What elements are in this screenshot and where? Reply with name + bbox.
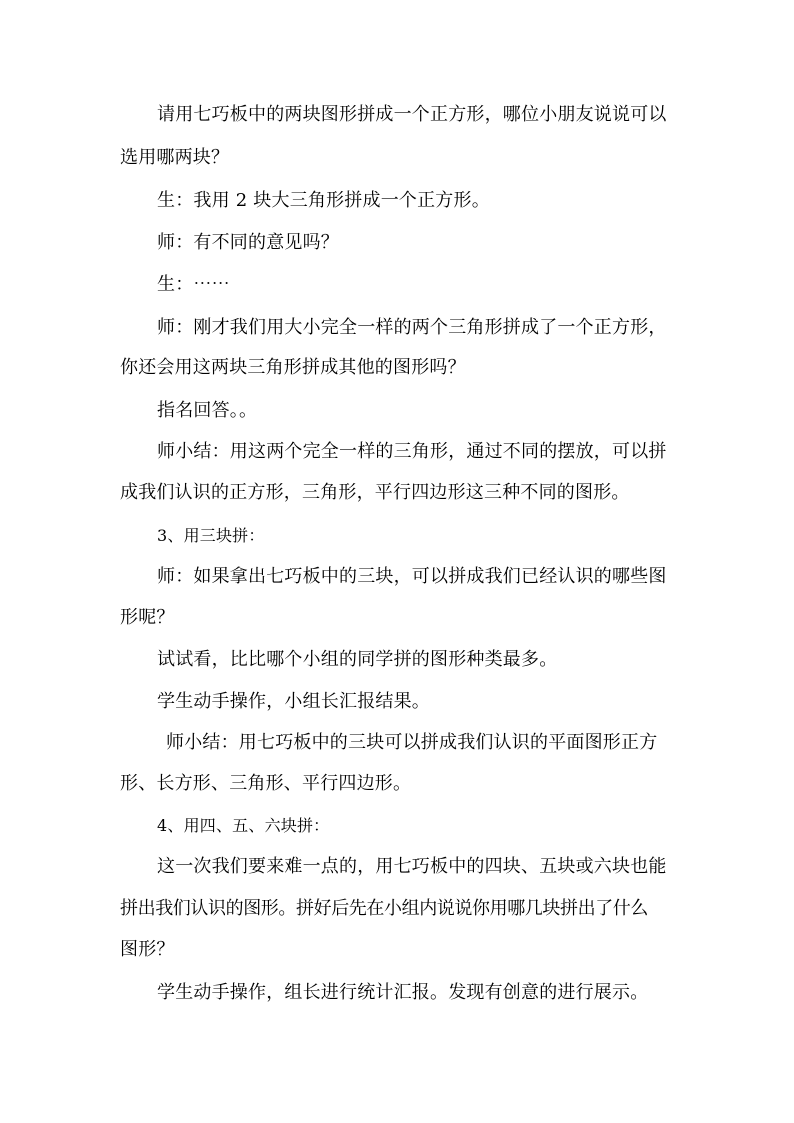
text-line-11: 师：如果拿出七巧板中的三块，可以拼成我们已经认识的哪些图 bbox=[157, 566, 667, 587]
text-line-18: 拼出我们认识的图形。拼好后先在小组内说说你用哪几块拼出了什么 bbox=[120, 898, 648, 919]
text-line-17: 这一次我们要来难一点的，用七巧板中的四块、五块或六块也能 bbox=[157, 856, 667, 877]
text-line-1: 请用七巧板中的两块图形拼成一个正方形，哪位小朋友说说可以 bbox=[157, 104, 667, 125]
text-line-9: 师小结：用这两个完全一样的三角形，通过不同的摆放，可以拼 bbox=[157, 441, 667, 462]
text-line-10: 成我们认识的正方形，三角形，平行四边形这三种不同的图形。 bbox=[120, 482, 630, 503]
text-line-4: 师：有不同的意见吗？ bbox=[157, 232, 339, 253]
text-line-15: 师小结：用七巧板中的三块可以拼成我们认识的平面图形正方 bbox=[166, 732, 658, 753]
text-line-7: 你还会用这两块三角形拼成其他的图形吗？ bbox=[120, 357, 466, 378]
text-line-20: 学生动手操作，组长进行统计汇报。发现有创意的进行展示。 bbox=[157, 982, 649, 1003]
text-line-6: 师：刚才我们用大小完全一样的两个三角形拼成了一个正方形， bbox=[157, 317, 667, 338]
section-heading-4: 4、用四、五、六块拼： bbox=[157, 816, 330, 835]
text-line-16: 形、长方形、三角形、平行四边形。 bbox=[120, 773, 412, 794]
text-line-8: 指名回答。。 bbox=[157, 400, 258, 421]
text-line-13: 试试看，比比哪个小组的同学拼的图形种类最多。 bbox=[157, 649, 558, 670]
text-line-3: 生：我用 2 块大三角形拼成一个正方形。 bbox=[157, 190, 490, 211]
text-line-5: 生：⋯⋯ bbox=[157, 274, 230, 295]
text-line-19: 图形？ bbox=[120, 939, 175, 960]
section-heading-3: 3、用三块拼： bbox=[157, 526, 265, 545]
text-line-2: 选用哪两块？ bbox=[120, 147, 230, 168]
text-line-12: 形呢？ bbox=[120, 607, 175, 628]
text-line-14: 学生动手操作，小组长汇报结果。 bbox=[157, 691, 430, 712]
